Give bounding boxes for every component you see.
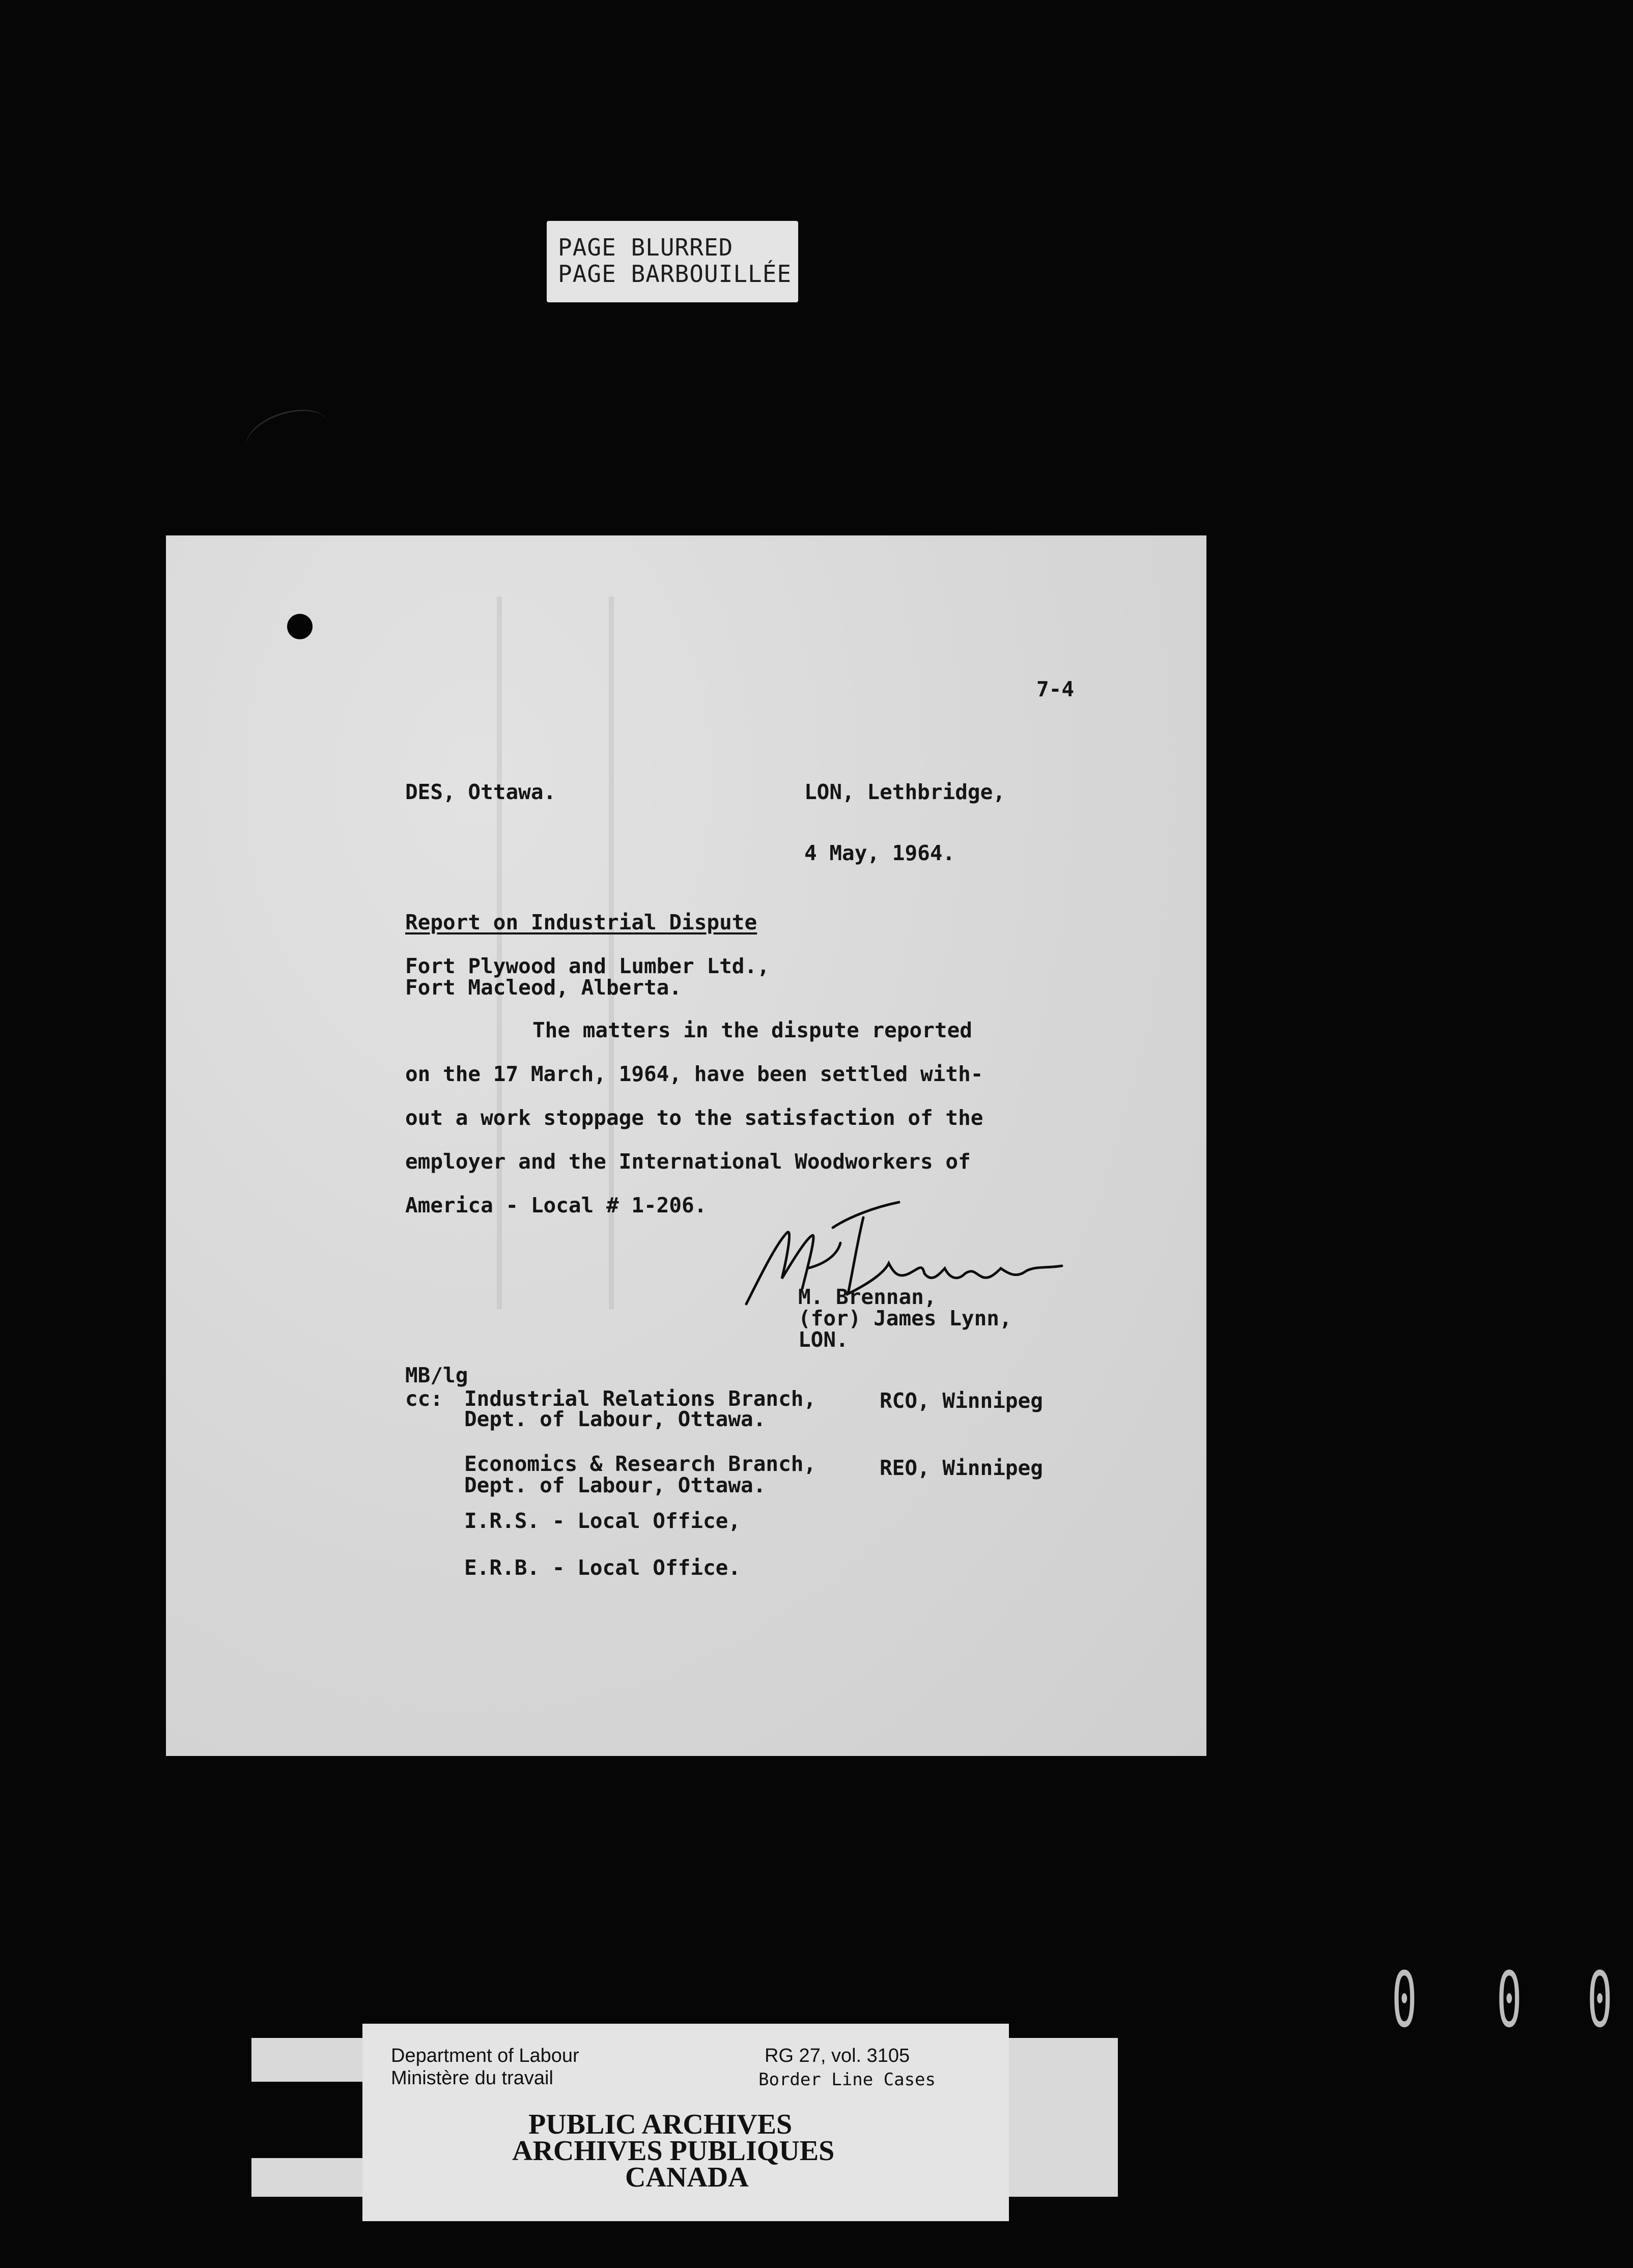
page-blurred-label <box>547 221 798 302</box>
body-line: on the 17 March, 1964, have been settled with- <box>405 1062 983 1086</box>
letter-date: 4 May, 1964. <box>804 841 955 865</box>
record-group-reference: RG 27, vol. 3105 <box>765 2045 910 2066</box>
signatory-office: LON. <box>798 1327 849 1352</box>
cc-entry-sub: Dept. of Labour, Ottawa. <box>464 1473 766 1497</box>
page-blurred-label-fr: PAGE BARBOUILLÉE <box>558 260 792 288</box>
cc-entry-sub: Dept. of Labour, Ottawa. <box>464 1407 766 1431</box>
addressee: DES, Ottawa. <box>405 780 556 804</box>
archives-stamp-country: CANADA <box>625 2162 749 2193</box>
body-line: out a work stoppage to the satisfaction of the <box>405 1105 983 1130</box>
cc-entry-right: REO, Winnipeg <box>880 1456 1043 1480</box>
archive-id-tab <box>362 2024 1009 2221</box>
archive-tab-right-wing <box>1001 2038 1118 2197</box>
cc-entry: Economics & Research Branch, <box>464 1452 816 1476</box>
archive-tab-notch <box>251 2082 369 2158</box>
archives-stamp-en: PUBLIC ARCHIVES <box>528 2109 793 2140</box>
signatory-for: (for) James Lynn, <box>798 1306 1012 1330</box>
cc-entry-right: RCO, Winnipeg <box>880 1388 1043 1413</box>
body-line: America - Local # 1-206. <box>405 1193 707 1217</box>
department-en: Department of Labour <box>391 2045 579 2066</box>
archives-stamp-fr: ARCHIVES PUBLIQUES <box>512 2135 835 2167</box>
subject-line: Report on Industrial Dispute <box>405 910 757 934</box>
page-number: 7-4 <box>1036 677 1075 701</box>
signatory-name: M. Brennan, <box>798 1285 937 1309</box>
body-line: The matters in the dispute reported <box>532 1018 972 1042</box>
cc-entry: E.R.B. - Local Office. <box>464 1555 741 1580</box>
cc-entry: I.R.S. - Local Office, <box>464 1509 741 1533</box>
body-line: employer and the International Woodworkers of <box>405 1149 971 1174</box>
record-series: Border Line Cases <box>758 2069 936 2090</box>
cc-entry: Industrial Relations Branch, <box>464 1386 816 1411</box>
department-fr: Ministère du travail <box>391 2067 553 2089</box>
typist-initials: MB/lg <box>405 1363 468 1387</box>
punch-hole <box>287 614 313 639</box>
frame-counter-digit: 0 <box>1587 1956 1613 2045</box>
company-location: Fort Macleod, Alberta. <box>405 975 682 1000</box>
sender-office: LON, Lethbridge, <box>804 780 1005 804</box>
company-name: Fort Plywood and Lumber Ltd., <box>405 954 770 978</box>
cc-label: cc: <box>405 1386 443 1411</box>
typed-letter-page <box>166 535 1206 1756</box>
frame-counter-digit: 0 <box>1497 1956 1522 2045</box>
page-blurred-label-en: PAGE BLURRED <box>558 234 734 261</box>
frame-counter-digit: 0 <box>1392 1956 1417 2045</box>
film-scratch <box>239 400 336 472</box>
